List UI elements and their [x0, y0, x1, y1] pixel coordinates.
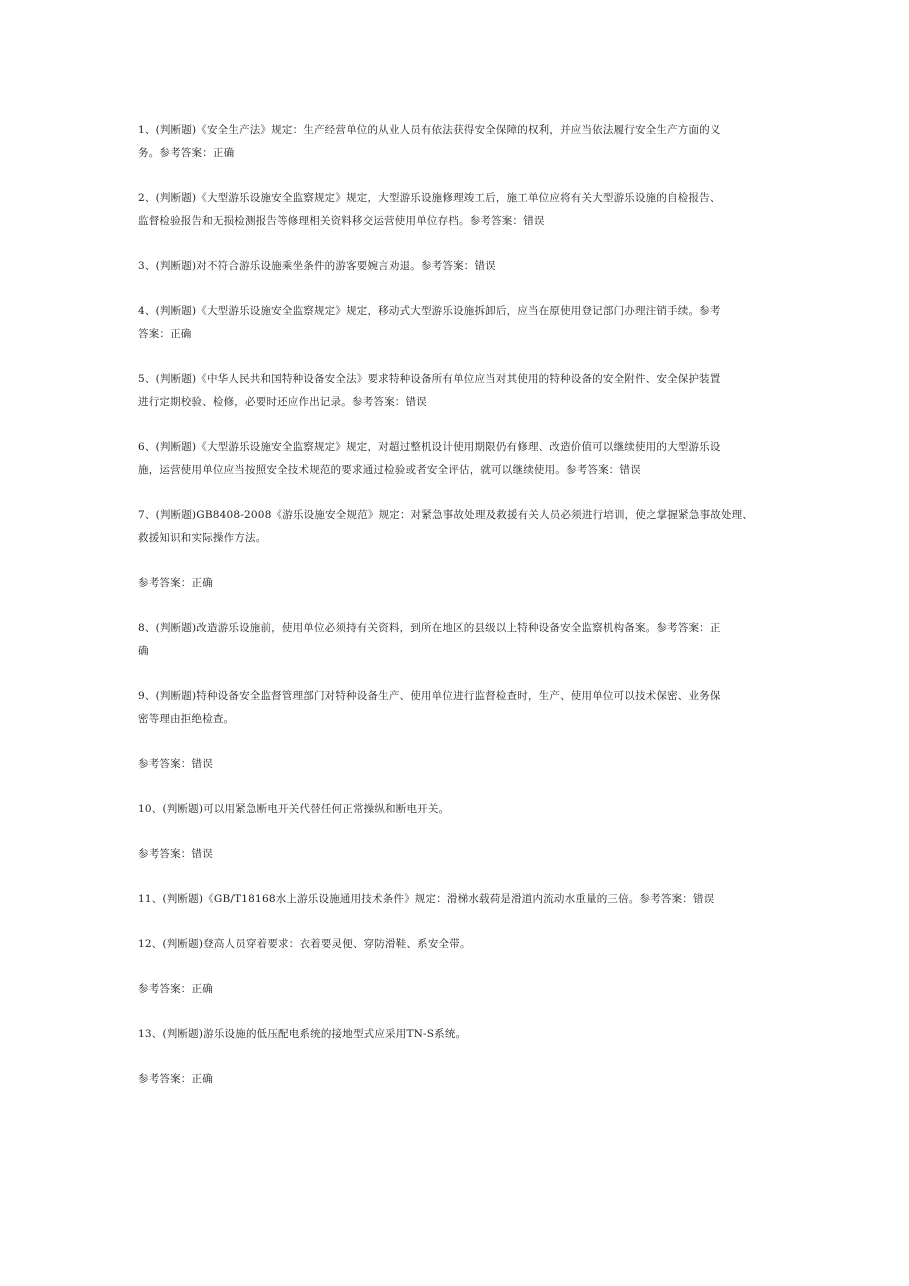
question-paragraph	[138, 798, 778, 821]
paragraph-line: 参考答案：正确	[138, 983, 213, 995]
paragraph-gap	[138, 731, 778, 753]
paragraph-line: 1、(判断题)《安全生产法》规定：生产经营单位的从业人员有依法获得安全保障的权利，并应当依法履行安全生产方面的义	[138, 124, 721, 136]
paragraph-line: 确	[138, 645, 149, 657]
question-paragraph	[138, 187, 778, 233]
question-paragraph	[138, 617, 778, 663]
question-paragraph	[138, 368, 778, 414]
question-paragraph	[138, 933, 778, 956]
question-paragraph	[138, 436, 778, 482]
paragraph-line: 2、(判断题)《大型游乐设施安全监察规定》规定，大型游乐设施修理竣工后，施工单位应将有关大型游乐设施的自检报告、	[138, 192, 721, 204]
paragraph-gap	[138, 1046, 778, 1068]
paragraph-gap	[138, 278, 778, 300]
question-paragraph	[138, 888, 778, 911]
paragraph-line: 5、(判断题)《中华人民共和国特种设备安全法》要求特种设备所有单位应当对其使用的特种设备的安全附件、安全保护装置	[138, 373, 721, 385]
question-list	[138, 119, 778, 1091]
paragraph-line: 10、(判断题)可以用紧急断电开关代替任何正常操纵和断电开关。	[138, 803, 450, 815]
paragraph-line: 11、(判断题)《GB/T18168水上游乐设施通用技术条件》规定：滑梯水载荷是滑道内流动水重量的三倍。参考答案：错误	[138, 893, 715, 905]
paragraph-line: 务。参考答案：正确	[138, 147, 235, 159]
question-paragraph	[138, 685, 778, 731]
paragraph-gap	[138, 866, 778, 888]
paragraph-line: 参考答案：正确	[138, 577, 213, 589]
question-paragraph	[138, 300, 778, 346]
paragraph-line: 进行定期校验、检修，必要时还应作出记录。参考答案：错误	[138, 396, 427, 408]
question-paragraph	[138, 504, 778, 550]
paragraph-gap	[138, 956, 778, 978]
paragraph-gap	[138, 821, 778, 843]
paragraph-gap	[138, 595, 778, 617]
question-paragraph	[138, 843, 778, 866]
question-paragraph	[138, 572, 778, 595]
paragraph-gap	[138, 550, 778, 572]
paragraph-line: 救援知识和实际操作方法。	[138, 532, 267, 544]
paragraph-gap	[138, 776, 778, 798]
paragraph-line: 13、(判断题)游乐设施的低压配电系统的接地型式应采用TN-S系统。	[138, 1028, 467, 1040]
paragraph-line: 参考答案：正确	[138, 1073, 213, 1085]
paragraph-line: 7、(判断题)GB8408-2008《游乐设施安全规范》规定：对紧急事故处理及救援有关人员必须进行培训，使之掌握紧急事故处理、	[138, 509, 754, 521]
paragraph-line: 施，运营使用单位应当按照安全技术规范的要求通过检验或者安全评估，就可以继续使用。参考答案：错误	[138, 464, 641, 476]
paragraph-line: 9、(判断题)特种设备安全监督管理部门对特种设备生产、使用单位进行监督检查时，生产、使用单位可以技术保密、业务保	[138, 690, 721, 702]
paragraph-line: 答案：正确	[138, 328, 192, 340]
question-paragraph	[138, 753, 778, 776]
question-paragraph	[138, 255, 778, 278]
paragraph-line: 参考答案：错误	[138, 758, 213, 770]
paragraph-gap	[138, 233, 778, 255]
paragraph-line: 4、(判断题)《大型游乐设施安全监察规定》规定，移动式大型游乐设施拆卸后，应当在原使用登记部门办理注销手续。参考	[138, 305, 721, 317]
paragraph-gap	[138, 663, 778, 685]
question-paragraph	[138, 119, 778, 165]
paragraph-line: 12、(判断题)登高人员穿着要求：衣着要灵便、穿防滑鞋、系安全带。	[138, 938, 471, 950]
paragraph-line: 监督检验报告和无损检测报告等修理相关资料移交运营使用单位存档。参考答案：错误	[138, 215, 545, 227]
paragraph-line: 参考答案：错误	[138, 848, 213, 860]
paragraph-gap	[138, 165, 778, 187]
paragraph-gap	[138, 1001, 778, 1023]
paragraph-line: 3、(判断题)对不符合游乐设施乘坐条件的游客要婉言劝退。参考答案：错误	[138, 260, 496, 272]
paragraph-gap	[138, 482, 778, 504]
paragraph-line: 6、(判断题)《大型游乐设施安全监察规定》规定，对超过整机设计使用期限仍有修理、改造价值可以继续使用的大型游乐设	[138, 441, 721, 453]
paragraph-line: 密等理由拒绝检查。	[138, 713, 235, 725]
paragraph-line: 8、(判断题)改造游乐设施前，使用单位必须持有关资料，到所在地区的县级以上特种设备安全监察机构备案。参考答案：正	[138, 622, 721, 634]
question-paragraph	[138, 978, 778, 1001]
paragraph-gap	[138, 346, 778, 368]
paragraph-gap	[138, 414, 778, 436]
question-paragraph	[138, 1023, 778, 1046]
question-paragraph	[138, 1068, 778, 1091]
paragraph-gap	[138, 911, 778, 933]
